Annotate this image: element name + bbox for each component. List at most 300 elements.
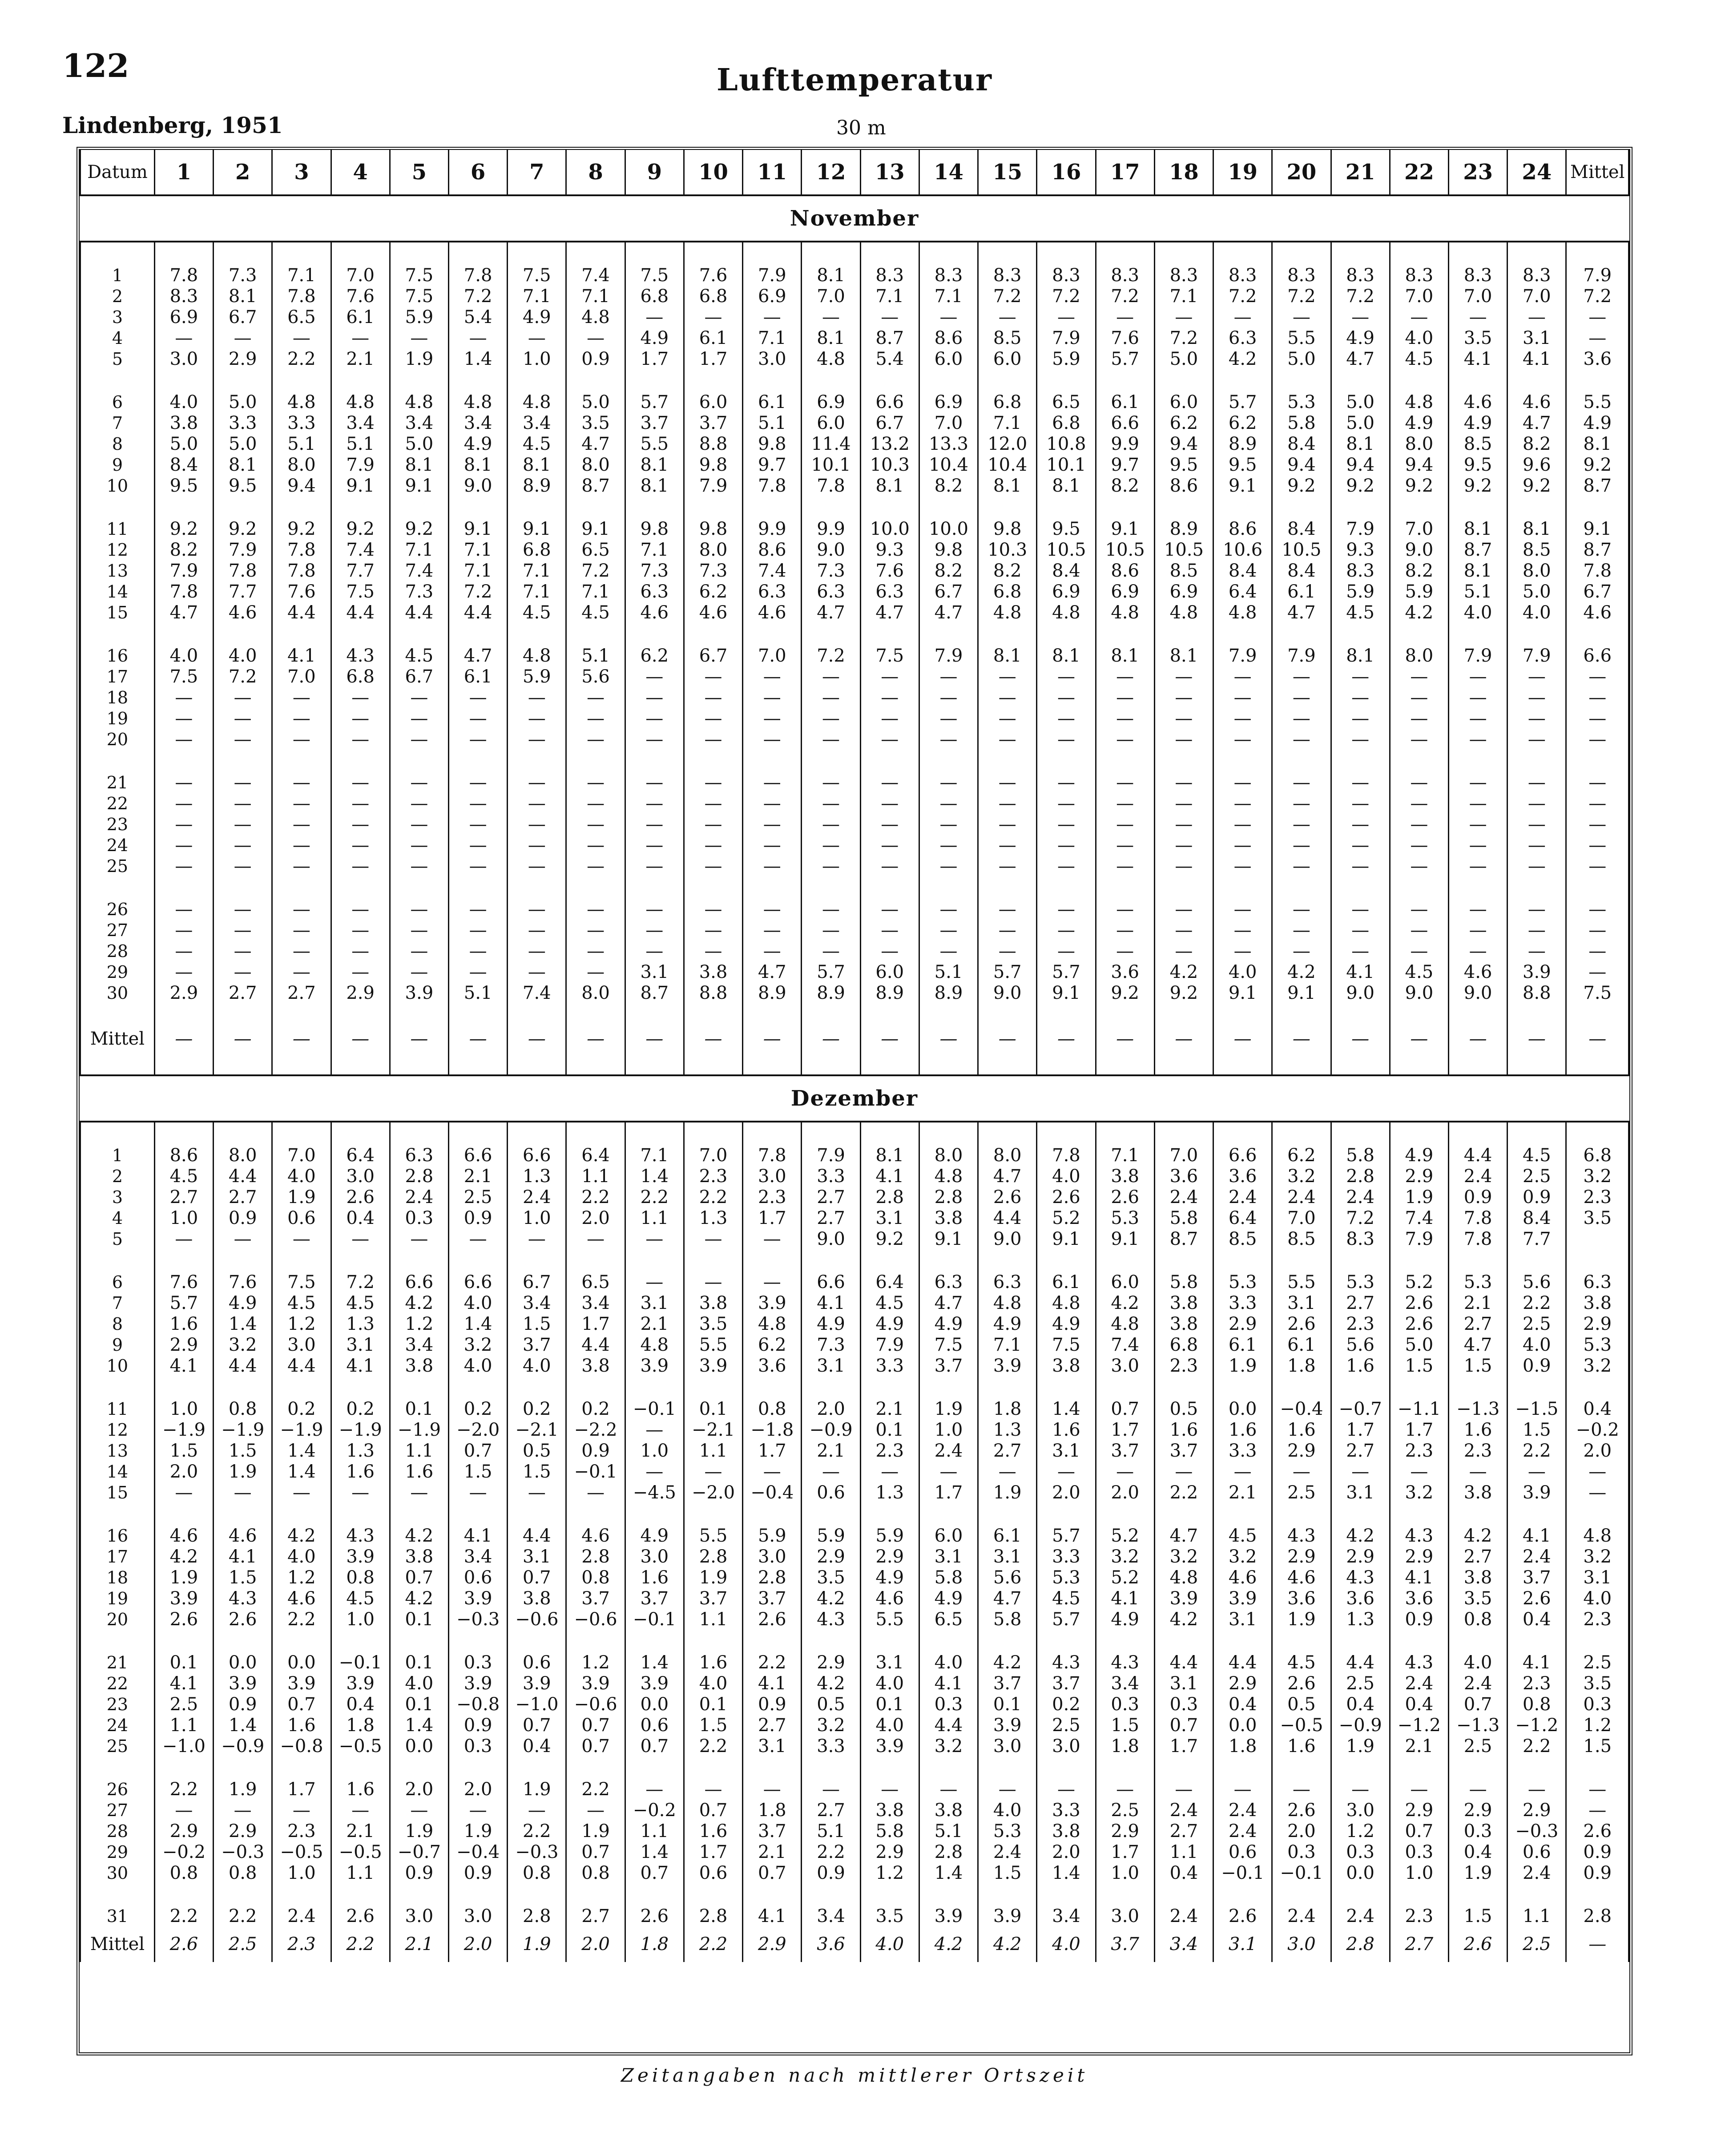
- temperature-cell: 4.1: [1507, 348, 1566, 369]
- temperature-cell: 2.2: [1507, 1440, 1566, 1461]
- temperature-cell: 6.9: [919, 392, 978, 412]
- daily-mean-cell: 2.6: [1566, 1821, 1629, 1841]
- temperature-cell: 3.5: [566, 412, 625, 433]
- temperature-cell: 8.5: [978, 327, 1037, 348]
- daily-mean-cell: —: [1566, 327, 1629, 348]
- temperature-cell: 2.7: [214, 1187, 272, 1207]
- temperature-cell: —: [566, 687, 625, 708]
- table-row: [81, 1482, 1629, 1503]
- temperature-cell: 7.8: [272, 560, 331, 581]
- temperature-cell: —: [214, 708, 272, 729]
- temperature-cell: 0.1: [154, 1652, 213, 1673]
- hourly-mean-cell: 2.6: [1448, 1926, 1507, 1962]
- temperature-cell: 2.2: [272, 348, 331, 369]
- temperature-cell: 9.5: [214, 475, 272, 496]
- temperature-cell: 3.9: [684, 1355, 742, 1376]
- hour-header: 4: [331, 150, 390, 195]
- temperature-cell: —: [448, 856, 507, 876]
- temperature-cell: 7.2: [1154, 327, 1213, 348]
- hourly-mean-cell: 2.6: [154, 1926, 213, 1962]
- temperature-cell: 9.1: [1213, 982, 1272, 1003]
- temperature-cell: —: [390, 1228, 448, 1249]
- temperature-cell: —: [1037, 729, 1096, 750]
- temperature-cell: 7.0: [1448, 286, 1507, 307]
- table-row: [81, 1292, 1629, 1313]
- temperature-cell: 4.9: [448, 433, 507, 454]
- table-row: [81, 1166, 1629, 1187]
- temperature-cell: 4.0: [154, 645, 213, 666]
- temperature-cell: 0.8: [566, 1862, 625, 1883]
- temperature-cell: 8.1: [1037, 645, 1096, 666]
- temperature-cell: −0.4: [448, 1841, 507, 1862]
- temperature-cell: 2.6: [1096, 1187, 1154, 1207]
- temperature-cell: 8.0: [978, 1145, 1037, 1166]
- temperature-cell: —: [331, 793, 390, 814]
- temperature-cell: 6.5: [566, 539, 625, 560]
- temperature-cell: —: [566, 729, 625, 750]
- table-row: [81, 814, 1629, 835]
- temperature-cell: 1.6: [1272, 1736, 1331, 1756]
- temperature-cell: 7.0: [1390, 518, 1448, 539]
- temperature-cell: 7.2: [448, 581, 507, 602]
- month-heading-row: [81, 195, 1629, 242]
- temperature-cell: —: [860, 729, 919, 750]
- table-row: [81, 941, 1629, 961]
- temperature-cell: 2.6: [1272, 1313, 1331, 1334]
- temperature-cell: —: [448, 814, 507, 835]
- temperature-cell: —: [331, 687, 390, 708]
- temperature-cell: —: [272, 327, 331, 348]
- temperature-cell: 9.4: [1331, 454, 1390, 475]
- temperature-cell: 3.0: [448, 1906, 507, 1926]
- temperature-cell: 8.0: [919, 1145, 978, 1166]
- hour-header: 3: [272, 150, 331, 195]
- temperature-cell: —: [390, 814, 448, 835]
- temperature-cell: 1.4: [625, 1166, 684, 1187]
- footnote: Zeitangaben nach mittlerer Ortszeit: [621, 2064, 1088, 2086]
- temperature-cell: 6.5: [919, 1609, 978, 1630]
- temperature-cell: 3.3: [1213, 1440, 1272, 1461]
- temperature-cell: 1.3: [684, 1207, 742, 1228]
- temperature-cell: −0.1: [625, 1609, 684, 1630]
- temperature-cell: 7.0: [684, 1145, 742, 1166]
- temperature-cell: 2.2: [272, 1609, 331, 1630]
- temperature-cell: 0.4: [508, 1736, 566, 1756]
- temperature-cell: —: [978, 708, 1037, 729]
- temperature-cell: 2.4: [978, 1841, 1037, 1862]
- temperature-cell: −2.0: [448, 1419, 507, 1440]
- temperature-cell: —: [1213, 899, 1272, 920]
- temperature-cell: —: [214, 920, 272, 941]
- temperature-cell: 1.2: [566, 1652, 625, 1673]
- temperature-cell: 6.3: [743, 581, 802, 602]
- temperature-cell: 7.9: [684, 475, 742, 496]
- temperature-cell: 1.7: [919, 1482, 978, 1503]
- temperature-cell: 8.3: [1154, 265, 1213, 286]
- temperature-cell: 6.8: [625, 286, 684, 307]
- temperature-cell: 5.8: [1331, 1145, 1390, 1166]
- temperature-cell: —: [919, 941, 978, 961]
- temperature-cell: 0.7: [566, 1841, 625, 1862]
- temperature-cell: —: [1037, 899, 1096, 920]
- temperature-cell: —: [802, 793, 860, 814]
- daily-mean-cell: —: [1566, 708, 1629, 729]
- day-label: 3: [81, 307, 155, 327]
- temperature-cell: —: [154, 1228, 213, 1249]
- temperature-cell: —: [743, 793, 802, 814]
- temperature-cell: 7.5: [272, 1272, 331, 1292]
- temperature-cell: 4.7: [154, 602, 213, 623]
- temperature-cell: 2.6: [1037, 1187, 1096, 1207]
- temperature-cell: 5.6: [1331, 1334, 1390, 1355]
- temperature-cell: —: [1390, 920, 1448, 941]
- temperature-cell: —: [1448, 814, 1507, 835]
- temperature-cell: 2.2: [1507, 1292, 1566, 1313]
- hourly-mean-cell: —: [978, 1003, 1037, 1075]
- temperature-cell: 7.2: [978, 286, 1037, 307]
- temperature-cell: 3.9: [1154, 1588, 1213, 1609]
- temperature-cell: —: [860, 941, 919, 961]
- hourly-mean-cell: —: [214, 1003, 272, 1075]
- temperature-cell: —: [802, 1779, 860, 1800]
- temperature-cell: 3.6: [743, 1355, 802, 1376]
- temperature-cell: −0.1: [625, 1398, 684, 1419]
- day-label: 10: [81, 1355, 155, 1376]
- temperature-cell: —: [625, 920, 684, 941]
- temperature-cell: 2.2: [684, 1187, 742, 1207]
- temperature-cell: 1.7: [1390, 1419, 1448, 1440]
- temperature-cell: —: [1213, 1779, 1272, 1800]
- temperature-cell: —: [743, 856, 802, 876]
- table-row: [81, 666, 1629, 687]
- daily-mean-cell: 0.4: [1566, 1398, 1629, 1419]
- temperature-cell: 4.5: [1331, 602, 1390, 623]
- measurement-height: 30 m: [836, 117, 886, 139]
- temperature-cell: —: [508, 772, 566, 793]
- temperature-cell: 3.8: [1154, 1313, 1213, 1334]
- temperature-cell: −0.5: [1272, 1715, 1331, 1736]
- temperature-cell: —: [1331, 729, 1390, 750]
- daily-mean-cell: —: [1566, 1482, 1629, 1503]
- day-label: 19: [81, 708, 155, 729]
- temperature-cell: 4.2: [390, 1588, 448, 1609]
- temperature-cell: 1.5: [508, 1461, 566, 1482]
- temperature-cell: 5.5: [860, 1609, 919, 1630]
- temperature-cell: 2.1: [331, 348, 390, 369]
- temperature-cell: 5.7: [802, 961, 860, 982]
- temperature-cell: —: [214, 729, 272, 750]
- temperature-cell: —: [272, 961, 331, 982]
- day-label: 26: [81, 899, 155, 920]
- temperature-cell: —: [154, 708, 213, 729]
- temperature-cell: —: [919, 899, 978, 920]
- temperature-cell: 10.5: [1096, 539, 1154, 560]
- temperature-cell: 8.5: [1272, 1228, 1331, 1249]
- temperature-cell: 3.9: [448, 1673, 507, 1694]
- temperature-cell: —: [1272, 856, 1331, 876]
- temperature-cell: 8.2: [1390, 560, 1448, 581]
- daily-mean-cell: 0.9: [1566, 1841, 1629, 1862]
- temperature-cell: 8.0: [566, 982, 625, 1003]
- temperature-cell: 4.2: [1331, 1525, 1390, 1546]
- temperature-cell: 0.4: [1154, 1862, 1213, 1883]
- temperature-cell: 8.3: [1390, 265, 1448, 286]
- temperature-cell: 3.8: [390, 1546, 448, 1567]
- temperature-cell: 1.1: [684, 1609, 742, 1630]
- temperature-cell: —: [508, 941, 566, 961]
- temperature-cell: 3.4: [508, 412, 566, 433]
- temperature-cell: 8.3: [860, 265, 919, 286]
- temperature-cell: —: [1037, 1461, 1096, 1482]
- temperature-cell: 5.5: [1272, 1272, 1331, 1292]
- temperature-cell: 4.0: [214, 645, 272, 666]
- temperature-cell: 0.7: [448, 1440, 507, 1461]
- temperature-cell: 7.1: [566, 286, 625, 307]
- hourly-mean-cell: —: [1507, 1003, 1566, 1075]
- temperature-cell: 1.5: [448, 1461, 507, 1482]
- day-label: 7: [81, 1292, 155, 1313]
- hourly-mean-cell: —: [625, 1003, 684, 1075]
- temperature-cell: 0.6: [448, 1567, 507, 1588]
- table-row: [81, 1862, 1629, 1883]
- temperature-cell: —: [390, 729, 448, 750]
- temperature-cell: 3.8: [919, 1800, 978, 1821]
- temperature-cell: 9.1: [448, 518, 507, 539]
- daily-mean-cell: —: [1566, 814, 1629, 835]
- temperature-cell: 1.1: [154, 1715, 213, 1736]
- day-label: 27: [81, 920, 155, 941]
- temperature-cell: 2.9: [154, 982, 213, 1003]
- temperature-cell: 3.9: [625, 1673, 684, 1694]
- temperature-cell: 9.1: [1096, 518, 1154, 539]
- temperature-cell: 5.2: [1390, 1272, 1448, 1292]
- temperature-cell: 7.8: [272, 286, 331, 307]
- temperature-cell: —: [331, 708, 390, 729]
- temperature-cell: 1.1: [1154, 1841, 1213, 1862]
- temperature-cell: 3.7: [1154, 1440, 1213, 1461]
- temperature-cell: —: [743, 1272, 802, 1292]
- temperature-cell: 5.1: [802, 1821, 860, 1841]
- temperature-cell: 0.8: [1448, 1609, 1507, 1630]
- temperature-cell: 4.1: [154, 1673, 213, 1694]
- temperature-cell: 2.5: [1507, 1166, 1566, 1187]
- day-label: 30: [81, 1862, 155, 1883]
- temperature-cell: 4.6: [272, 1588, 331, 1609]
- temperature-cell: —: [1448, 307, 1507, 327]
- temperature-cell: 6.5: [566, 1272, 625, 1292]
- temperature-cell: 4.9: [625, 1525, 684, 1546]
- temperature-cell: —: [390, 920, 448, 941]
- temperature-cell: —: [1272, 666, 1331, 687]
- temperature-cell: —: [978, 835, 1037, 856]
- daily-mean-cell: 3.2: [1566, 1546, 1629, 1567]
- daily-mean-cell: 2.3: [1566, 1187, 1629, 1207]
- hourly-mean-cell: —: [802, 1003, 860, 1075]
- temperature-cell: —: [1154, 687, 1213, 708]
- temperature-cell: 4.7: [919, 1292, 978, 1313]
- daily-mean-cell: 6.6: [1566, 645, 1629, 666]
- temperature-cell: —: [1096, 687, 1154, 708]
- temperature-cell: 7.0: [1154, 1145, 1213, 1166]
- temperature-cell: —: [1331, 793, 1390, 814]
- temperature-cell: 4.9: [919, 1313, 978, 1334]
- temperature-cell: 8.2: [1096, 475, 1154, 496]
- temperature-cell: 8.5: [1213, 1228, 1272, 1249]
- daily-mean-cell: —: [1566, 666, 1629, 687]
- temperature-cell: —: [1448, 708, 1507, 729]
- temperature-cell: 10.0: [919, 518, 978, 539]
- temperature-cell: 1.1: [390, 1440, 448, 1461]
- temperature-cell: 5.7: [978, 961, 1037, 982]
- temperature-cell: —: [1272, 729, 1331, 750]
- temperature-cell: 3.9: [860, 1736, 919, 1756]
- temperature-cell: —: [919, 729, 978, 750]
- day-label: 2: [81, 1166, 155, 1187]
- temperature-cell: —: [1037, 835, 1096, 856]
- temperature-cell: −0.4: [1272, 1398, 1331, 1419]
- temperature-cell: 2.9: [1390, 1166, 1448, 1187]
- temperature-cell: 1.9: [1331, 1736, 1390, 1756]
- temperature-cell: 3.8: [390, 1355, 448, 1376]
- temperature-cell: 4.4: [1213, 1652, 1272, 1673]
- temperature-cell: 0.8: [566, 1567, 625, 1588]
- temperature-cell: 5.2: [1096, 1567, 1154, 1588]
- temperature-cell: 0.5: [802, 1694, 860, 1715]
- temperature-cell: 9.3: [1331, 539, 1390, 560]
- temperature-cell: 6.0: [1096, 1272, 1154, 1292]
- temperature-cell: —: [625, 1419, 684, 1440]
- temperature-cell: 2.1: [331, 1821, 390, 1841]
- temperature-cell: 4.0: [1213, 961, 1272, 982]
- temperature-cell: —: [625, 729, 684, 750]
- temperature-cell: 7.5: [331, 581, 390, 602]
- temperature-cell: —: [1154, 1461, 1213, 1482]
- temperature-cell: −1.8: [743, 1419, 802, 1440]
- header-row: [81, 150, 1629, 195]
- temperature-cell: —: [978, 1461, 1037, 1482]
- temperature-cell: −1.9: [331, 1419, 390, 1440]
- temperature-cell: 1.4: [448, 1313, 507, 1334]
- temperature-cell: 2.9: [331, 982, 390, 1003]
- temperature-cell: 7.3: [802, 560, 860, 581]
- temperature-cell: 5.0: [566, 392, 625, 412]
- temperature-cell: 9.6: [1507, 454, 1566, 475]
- temperature-cell: —: [390, 1482, 448, 1503]
- temperature-cell: 4.8: [1213, 602, 1272, 623]
- temperature-cell: —: [860, 1461, 919, 1482]
- temperature-cell: 4.5: [1390, 961, 1448, 982]
- day-label: 28: [81, 1821, 155, 1841]
- temperature-cell: 0.3: [1154, 1694, 1213, 1715]
- temperature-cell: 5.7: [1037, 1609, 1096, 1630]
- temperature-cell: 6.3: [802, 581, 860, 602]
- temperature-cell: 6.2: [1272, 1145, 1331, 1166]
- temperature-cell: 0.6: [1507, 1841, 1566, 1862]
- table-row: [81, 1419, 1629, 1440]
- daily-mean-cell: 4.0: [1566, 1588, 1629, 1609]
- temperature-cell: 3.6: [1154, 1166, 1213, 1187]
- temperature-cell: 5.0: [1331, 392, 1390, 412]
- temperature-cell: 10.5: [1272, 539, 1331, 560]
- temperature-cell: 2.6: [1390, 1313, 1448, 1334]
- temperature-cell: —: [1448, 666, 1507, 687]
- temperature-cell: −2.2: [566, 1419, 625, 1440]
- daily-mean-cell: 1.5: [1566, 1736, 1629, 1756]
- temperature-cell: 4.9: [1448, 412, 1507, 433]
- temperature-cell: 5.3: [1272, 392, 1331, 412]
- table-row: [81, 856, 1629, 876]
- temperature-cell: 6.3: [625, 581, 684, 602]
- temperature-cell: 7.6: [860, 560, 919, 581]
- temperature-cell: 8.2: [919, 560, 978, 581]
- temperature-cell: —: [214, 1228, 272, 1249]
- temperature-cell: 8.3: [1331, 1228, 1390, 1249]
- temperature-cell: —: [508, 327, 566, 348]
- temperature-cell: —: [625, 856, 684, 876]
- temperature-cell: —: [1037, 1779, 1096, 1800]
- temperature-cell: —: [1331, 1779, 1390, 1800]
- temperature-cell: 5.8: [978, 1609, 1037, 1630]
- day-label: 4: [81, 1207, 155, 1228]
- table-row: [81, 1609, 1629, 1630]
- temperature-cell: 3.9: [331, 1673, 390, 1694]
- temperature-cell: −0.2: [625, 1800, 684, 1821]
- temperature-cell: —: [684, 899, 742, 920]
- temperature-cell: 1.4: [1037, 1862, 1096, 1883]
- daily-mean-cell: 3.6: [1566, 348, 1629, 369]
- temperature-cell: 7.1: [978, 1334, 1037, 1355]
- temperature-cell: −1.9: [272, 1419, 331, 1440]
- temperature-cell: 4.9: [1096, 1609, 1154, 1630]
- temperature-cell: 4.0: [154, 392, 213, 412]
- temperature-cell: 0.6: [802, 1482, 860, 1503]
- temperature-cell: 2.4: [1272, 1187, 1331, 1207]
- temperature-cell: —: [448, 327, 507, 348]
- temperature-cell: 3.6: [1390, 1588, 1448, 1609]
- temperature-cell: 1.9: [684, 1567, 742, 1588]
- temperature-cell: 2.0: [390, 1779, 448, 1800]
- temperature-cell: 2.2: [214, 1906, 272, 1926]
- temperature-cell: −0.6: [566, 1694, 625, 1715]
- temperature-cell: 0.9: [390, 1862, 448, 1883]
- temperature-cell: 3.1: [919, 1546, 978, 1567]
- temperature-cell: 2.4: [1154, 1906, 1213, 1926]
- temperature-cell: 9.2: [1154, 982, 1213, 1003]
- temperature-cell: 7.8: [743, 475, 802, 496]
- temperature-cell: 10.4: [919, 454, 978, 475]
- temperature-cell: 4.9: [860, 1567, 919, 1588]
- temperature-cell: 6.6: [1096, 412, 1154, 433]
- temperature-cell: 2.9: [154, 1334, 213, 1355]
- temperature-cell: 6.2: [1154, 412, 1213, 433]
- temperature-cell: −2.0: [684, 1482, 742, 1503]
- temperature-cell: −1.3: [1448, 1398, 1507, 1419]
- temperature-cell: 1.0: [508, 1207, 566, 1228]
- hour-header: 22: [1390, 150, 1448, 195]
- temperature-cell: 4.4: [272, 602, 331, 623]
- day-label: 21: [81, 772, 155, 793]
- temperature-cell: 0.3: [1272, 1841, 1331, 1862]
- temperature-cell: —: [1390, 835, 1448, 856]
- temperature-cell: 4.0: [1507, 602, 1566, 623]
- hourly-mean-cell: 2.0: [448, 1926, 507, 1962]
- temperature-cell: 7.9: [1213, 645, 1272, 666]
- temperature-cell: —: [625, 793, 684, 814]
- day-label: 8: [81, 433, 155, 454]
- temperature-cell: 8.6: [1213, 518, 1272, 539]
- temperature-cell: 1.6: [1037, 1419, 1096, 1440]
- temperature-cell: —: [1390, 793, 1448, 814]
